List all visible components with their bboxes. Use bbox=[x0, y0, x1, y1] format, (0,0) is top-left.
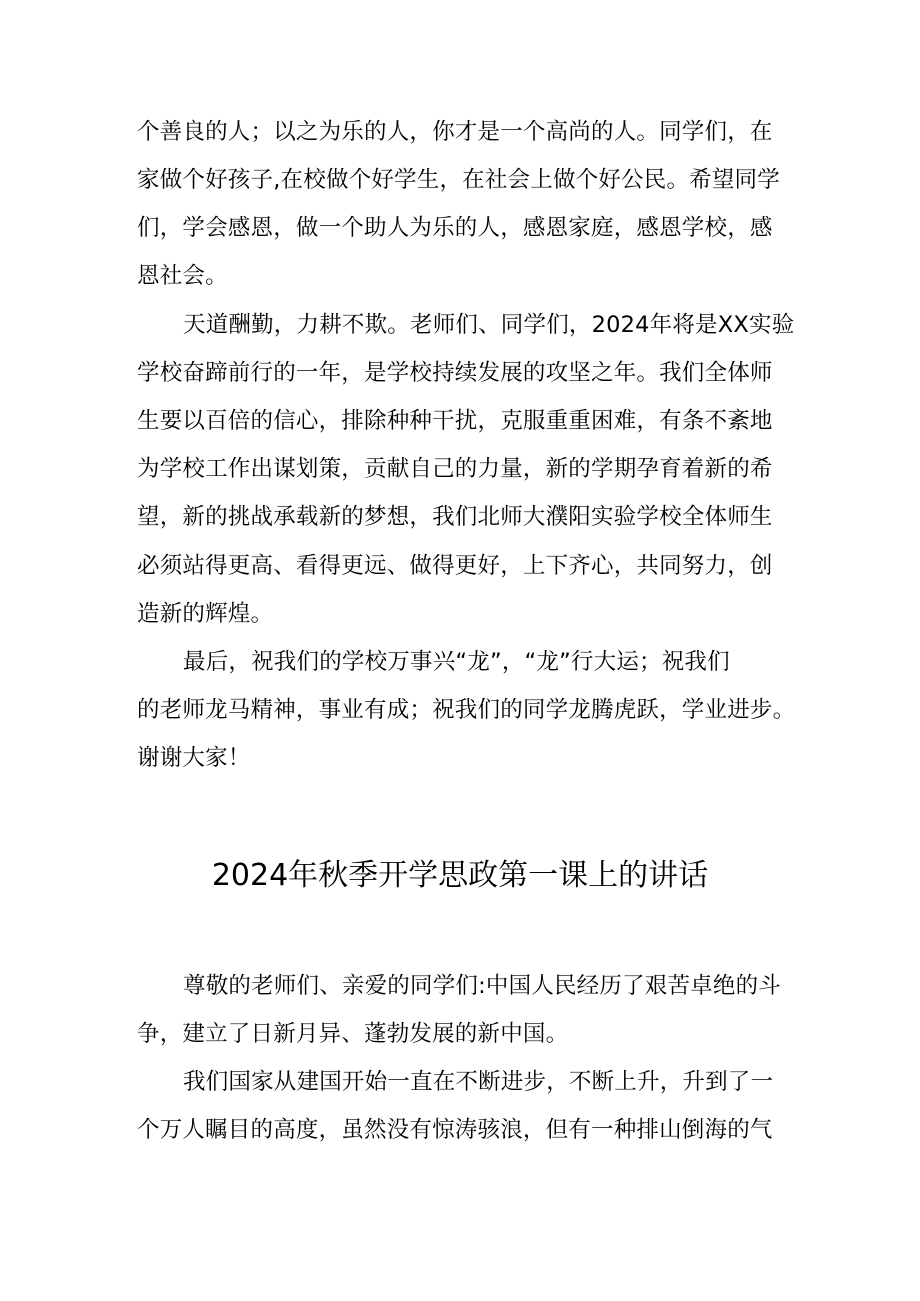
paragraph-line: 们，学会感恩，做一个助人为乐的人，感恩家庭，感恩学校，感 bbox=[137, 215, 773, 241]
paragraph-line: 恩社会。 bbox=[137, 263, 228, 289]
paragraph-line: 最后，祝我们的学校万事兴“龙”，“龙”行大运；祝我们 bbox=[183, 649, 730, 675]
paragraph-line: 谢谢大家！ bbox=[137, 745, 251, 771]
paragraph-line: 争，建立了日新月异、蓬勃发展的新中国。 bbox=[137, 1021, 569, 1047]
section-title: 2024年秋季开学思政第一课上的讲话 bbox=[211, 858, 709, 893]
paragraph-line: 造新的辉煌。 bbox=[137, 601, 274, 627]
paragraph-line: 的老师龙马精神，事业有成；祝我们的同学龙腾虎跃，学业进步。 bbox=[137, 697, 796, 723]
paragraph-line: 生要以百倍的信心，排除种种干扰，克服重重困难，有条不紊地 bbox=[137, 408, 773, 434]
paragraph-line: 我们国家从建国开始一直在不断进步，不断上升，升到了一 bbox=[183, 1069, 774, 1095]
paragraph-line: 个善良的人；以之为乐的人，你才是一个高尚的人。同学们，在 bbox=[137, 119, 773, 145]
paragraph-line: 个万人瞩目的高度，虽然没有惊涛骇浪，但有一种排山倒海的气 bbox=[137, 1117, 773, 1143]
paragraph-line: 尊敬的老师们、亲爱的同学们:中国人民经历了艰苦卓绝的斗 bbox=[183, 973, 781, 999]
paragraph-line: 学校奋蹄前行的一年，是学校持续发展的攻坚之年。我们全体师 bbox=[137, 360, 773, 386]
paragraph-line: 天道酬勤，力耕不欺。老师们、同学们，2024年将是XX实验 bbox=[183, 312, 795, 338]
paragraph-line: 家做个好孩子,在校做个好学生，在社会上做个好公民。希望同学 bbox=[137, 167, 780, 193]
paragraph-line: 望，新的挑战承载新的梦想，我们北师大濮阳实验学校全体师生 bbox=[137, 504, 773, 530]
paragraph-line: 必须站得更高、看得更远、做得更好，上下齐心，共同努力，创 bbox=[137, 553, 773, 579]
paragraph-line: 为学校工作出谋划策，贡献自己的力量，新的学期孕育着新的希 bbox=[137, 456, 773, 482]
